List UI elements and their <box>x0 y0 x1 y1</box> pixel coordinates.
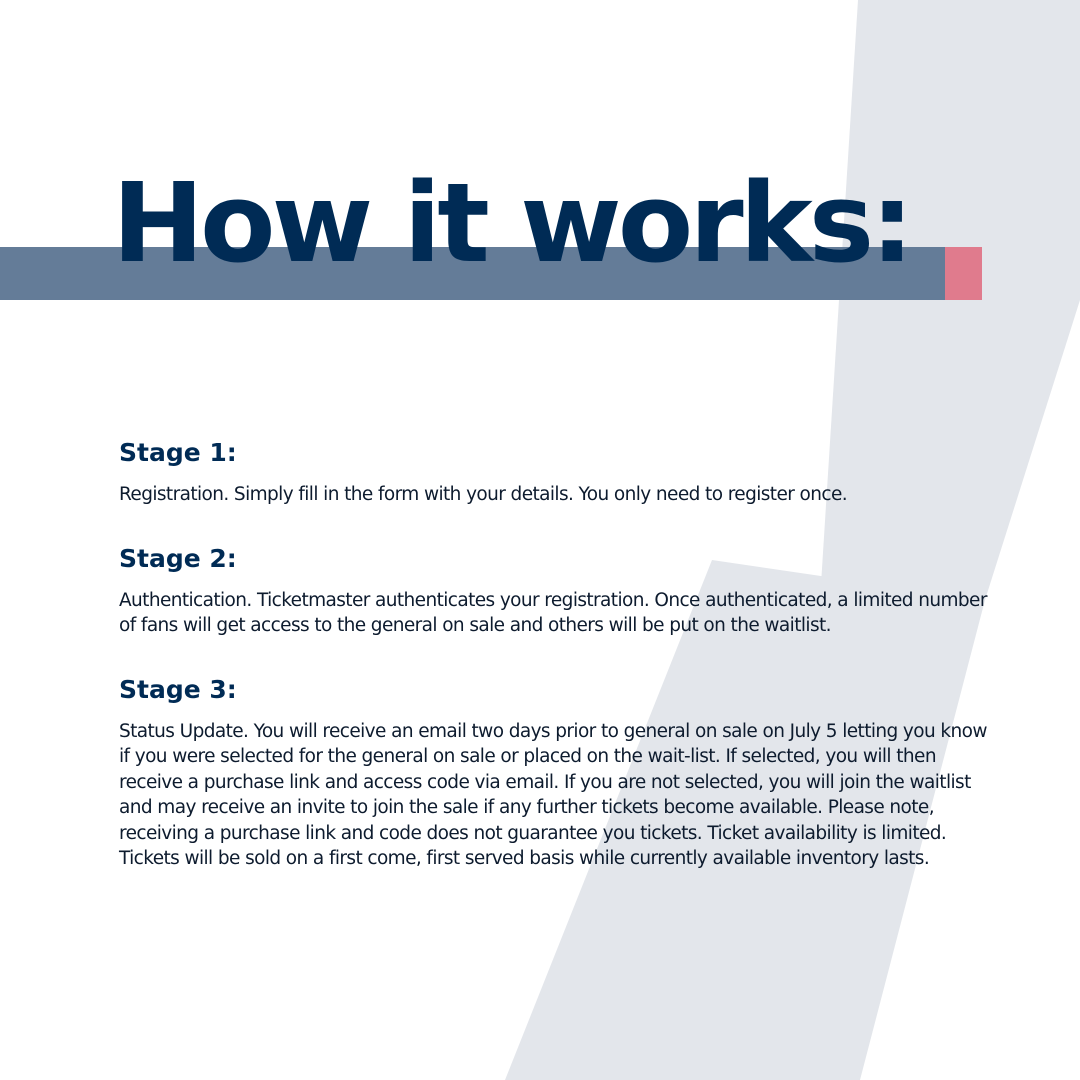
stage-3-heading: Stage 3: <box>119 674 237 704</box>
stage-2-heading: Stage 2: <box>119 543 237 573</box>
stages-list <box>119 436 991 872</box>
stage-3-description: Status Update. You will receive an email two days prior to general on sale on July 5 letting you know if you were selected for the general on sale or placed on the wait-list. If selected, you will then receive a purchase link and access code via email. If you are not selected, you will join the waitlist and may receive an invite to join the sale if any further tickets become available. Please note, receiving a purchase link and code does not guarantee you tickets. Ticket availability is limited. Tickets will be sold on a first come, first served basis while currently available inventory lasts. <box>119 720 987 869</box>
stage-1-description: Registration. Simply fill in the form with your details. You only need to register once. <box>119 484 848 505</box>
stage-2-description: Authentication. Ticketmaster authenticates your registration. Once authenticated, a limited number of fans will get access to the general on sale and others will be put on the waitlist. <box>119 589 987 636</box>
stage-1 <box>119 436 991 508</box>
page-title: How it works: <box>112 159 911 287</box>
stage-2 <box>119 542 991 639</box>
title-accent-block <box>945 247 982 300</box>
stage-3 <box>119 673 991 872</box>
stage-1-heading: Stage 1: <box>119 438 237 467</box>
